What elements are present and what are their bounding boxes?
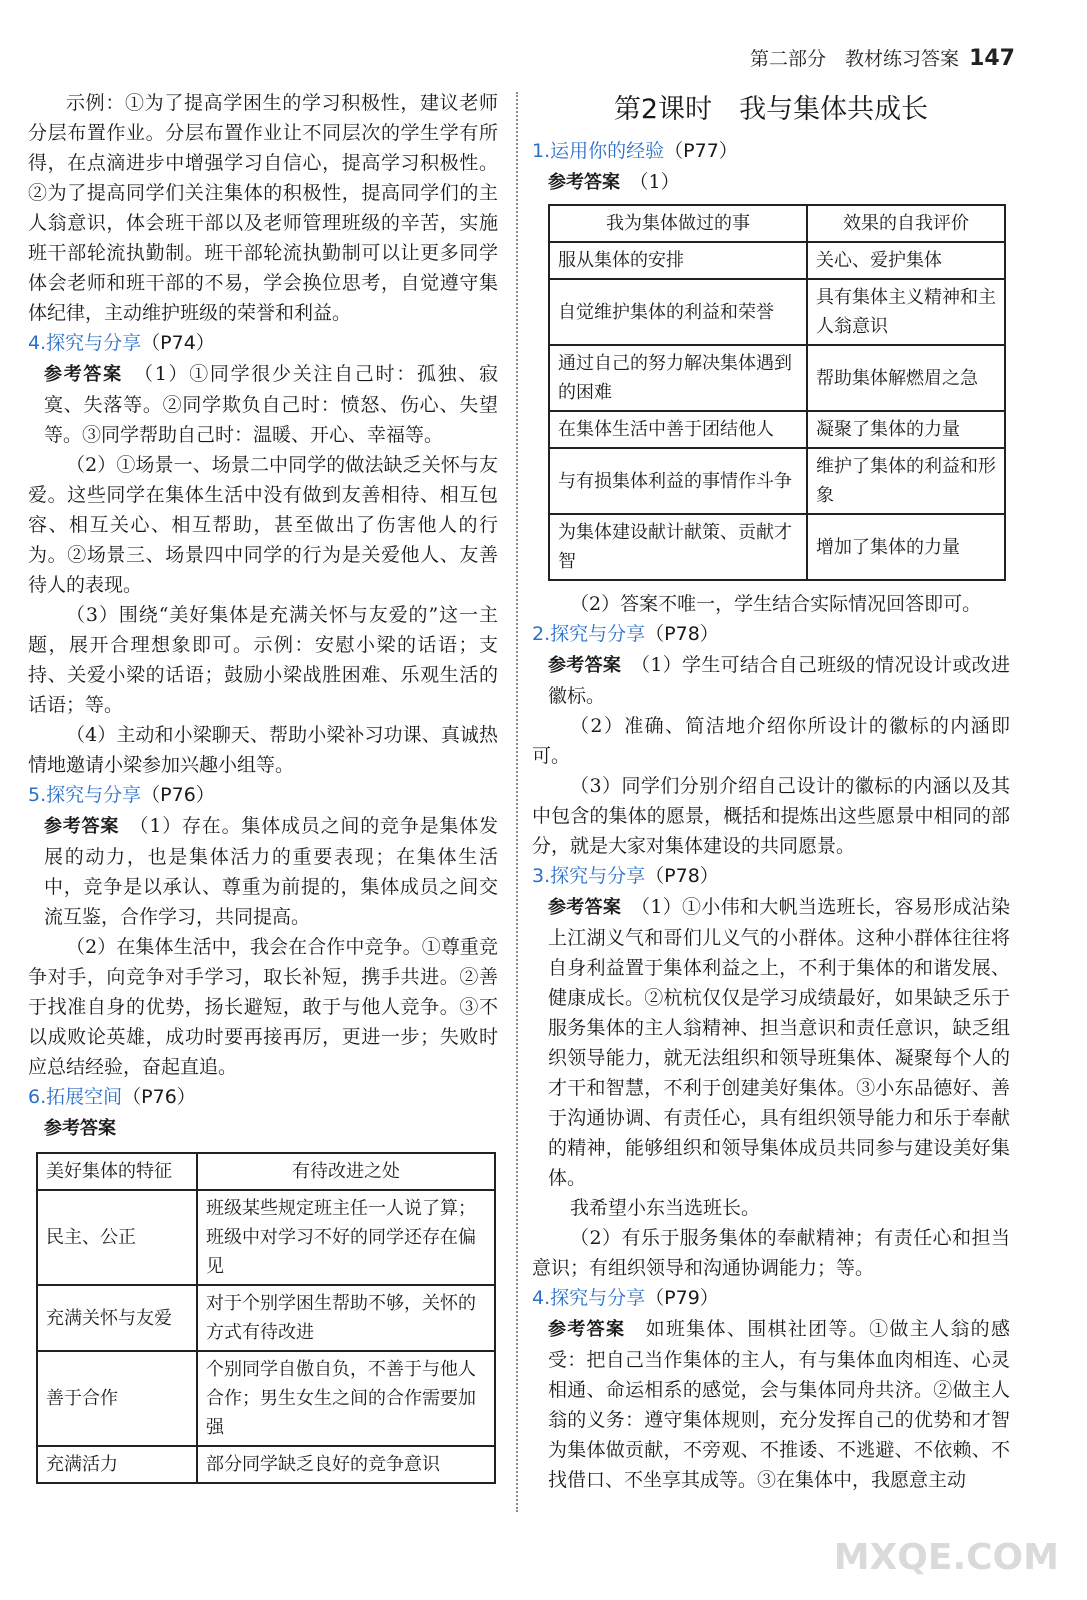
table-row: 与有损集体利益的事情作斗争 维护了集体的利益和形象 [549,448,1005,514]
table-row: 通过自己的努力解决集体遇到的困难 帮助集体解燃眉之急 [549,345,1005,411]
answer-paragraph: 参考答案 （1）①小伟和大帆当选班长，容易形成沾染上江湖义气和哥们儿义气的小群体。这种小群体往往将自身利益置于集体利益之上，不利于集体的和谐发展、健康成长。②杭杭仅仅是学习成绩最好，如果缺乏乐于服务集体的主人翁精神、担当意识和责任意识，缺乏组织领导能力，就无法组织和领导班集体、凝聚每个人的才干和智慧，不利于创建美好集体。③小东品德好、善于沟通协调、有责任心，具有组织领导能力和乐于奉献的精神，能够组织和领导集体成员共同参与建设美好集体。 [548,896,1010,1189]
section-heading: 6.拓展空间（P76） [28,1086,196,1108]
answer-paragraph: （2）①场景一、场景二中同学的做法缺乏关怀与友爱。这些同学在集体生活中没有做到友善相待、相互包容、相互关心、相互帮助，甚至做出了伤害他人的行为。②场景三、场景四中同学的行为是关爱他人、友善待人的表现。 [28,454,498,596]
left-column [28,88,498,1484]
column-divider [516,92,518,1512]
header-title: 第二部分 教材练习答案 [750,48,960,70]
answer-label: 参考答案 [44,1118,116,1139]
section-heading: 1.运用你的经验（P77） [532,140,738,162]
table-row: 自觉维护集体的利益和荣誉 具有集体主义精神和主人翁意识 [549,279,1005,345]
table-row: 在集体生活中善于团结他人 凝聚了集体的力量 [549,411,1005,448]
collective-contribution-table [548,204,1006,581]
section-heading: 3.探究与分享（P78） [532,865,719,887]
table-header-row [37,1153,495,1190]
table-row: 充满活力 部分同学缺乏良好的竞争意识 [37,1446,495,1483]
answer-paragraph: （2）在集体生活中，我会在合作中竞争。①尊重竞争对手，向竞争对手学习，取长补短，携手共进。②善于找准自身的优势，扬长避短，敢于与他人竞争。③不以成败论英雄，成功时要再接再厉，更进一步；失败时应总结经验，奋起直追。 [28,936,498,1078]
answer-paragraph: （3）围绕“美好集体是充满关怀与友爱的”这一主题，展开合理想象即可。示例：安慰小梁的话语；支持、关爱小梁的话语；鼓励小梁战胜困难、乐观生活的话语；等。 [28,604,498,716]
answer-paragraph: （2）有乐于服务集体的奉献精神；有责任心和担当意识；有组织领导和沟通协调能力；等。 [532,1227,1010,1279]
table-header: 我为集体做过的事 [549,205,807,242]
collective-traits-table [36,1152,496,1484]
page-number: 147 [969,46,1015,71]
answer-paragraph: （4）主动和小梁聊天、帮助小梁补习功课、真诚热情地邀请小梁参加兴趣小组等。 [28,724,498,776]
table-header: 美好集体的特征 [37,1153,197,1190]
answer-paragraph: 我希望小东当选班长。 [570,1197,761,1219]
answer-paragraph: 参考答案 （1）①同学很少关注自己时：孤独、寂寞、失落等。②同学欺负自己时：愤怒、伤心、失望等。③同学帮助自己时：温暖、开心、幸福等。 [44,363,498,446]
section-heading: 2.探究与分享（P78） [532,623,719,645]
answer-label: 参考答案 （1） [548,171,680,193]
table-header-row [549,205,1005,242]
answer-paragraph: （3）同学们分别介绍自己设计的徽标的内涵以及其中包含的集体的愿景，概括和提炼出这些愿景中相同的部分，就是大家对集体建设的共同愿景。 [532,775,1010,857]
watermark: MXQE.COM [833,1537,1059,1578]
table-header: 有待改进之处 [197,1153,495,1190]
right-column [532,88,1010,1495]
table-row: 善于合作 个别同学自傲自负，不善于与他人合作；男生女生之间的合作需要加强 [37,1351,495,1446]
answer-paragraph: （2）准确、简洁地介绍你所设计的徽标的内涵即可。 [532,715,1010,767]
section-heading: 5.探究与分享（P76） [28,784,215,806]
answer-paragraph: 参考答案 （1）学生可结合自己班级的情况设计或改进徽标。 [548,654,1010,707]
intro-paragraph: 示例：①为了提高学困生的学习积极性，建议老师分层布置作业。分层布置作业让不同层次的学生学有所得，在点滴进步中增强学习自信心，提高学习积极性。②为了提高同学们关注集体的积极性，提高同学们的主人翁意识，体会班干部以及老师管理班级的辛苦，实施班干部轮流执勤制。班干部轮流执勤制可以让更多同学体会老师和班干部的不易，学会换位思考，自觉遵守集体纪律，主动维护班级的荣誉和利益。 [28,92,498,324]
table-row: 民主、公正 班级某些规定班主任一人说了算；班级中对学习不好的同学还存在偏见 [37,1190,495,1285]
table-row: 为集体建设献计献策、贡献才智 增加了集体的力量 [549,514,1005,580]
section-heading: 4.探究与分享（P74） [28,332,215,354]
answer-paragraph: 参考答案 如班集体、围棋社团等。①做主人翁的感受：把自己当作集体的主人，有与集体血肉相连、心灵相通、命运相系的感觉，会与集体同舟共济。②做主人翁的义务：遵守集体规则，充分发挥自己的优势和才智为集体做贡献，不旁观、不推诿、不逃避、不依赖、不找借口、不坐享其成等。③在集体中，我愿意主动 [548,1318,1010,1491]
lesson-title: 第2课时 我与集体共成长 [613,94,929,125]
answer-paragraph: （2）答案不唯一，学生结合实际情况回答即可。 [570,593,982,615]
table-row: 服从集体的安排 关心、爱护集体 [549,242,1005,279]
section-heading: 4.探究与分享（P79） [532,1287,719,1309]
answer-paragraph: 参考答案 （1）存在。集体成员之间的竞争是集体发展的动力，也是集体活力的重要表现；在集体生活中，竞争是以承认、尊重为前提的，集体成员之间交流互鉴，合作学习，共同提高。 [44,815,498,928]
page-header [750,44,1015,71]
table-row: 充满关怀与友爱 对于个别学困生帮助不够，关怀的方式有待改进 [37,1285,495,1351]
table-header: 效果的自我评价 [807,205,1005,242]
